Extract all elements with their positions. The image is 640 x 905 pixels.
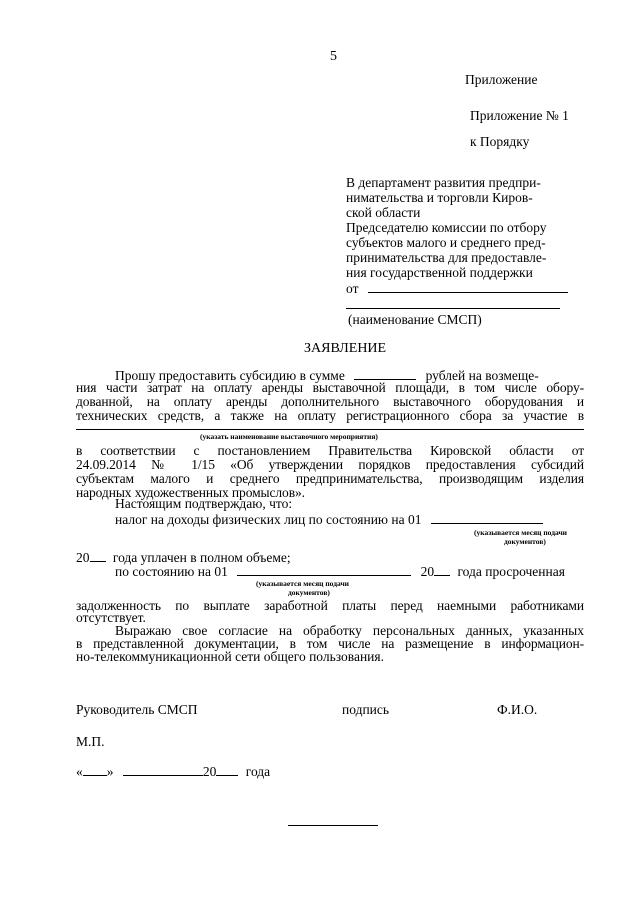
state-suffix: года просроченная bbox=[457, 564, 565, 579]
body-line: ния части затрат на оплату аренды выставочной площади, в том числе обору- bbox=[76, 380, 584, 395]
tax-month-caption-2: документов) bbox=[504, 537, 546, 546]
tax-month-caption: (указывается месяц подачи bbox=[474, 528, 568, 537]
consent-line: Выражаю свое согласие на обработку персональных данных, указанных bbox=[115, 623, 584, 638]
addressee-from-row bbox=[346, 280, 580, 296]
subsidy-amount-field[interactable] bbox=[354, 367, 416, 380]
applicant-name-line[interactable] bbox=[346, 308, 560, 309]
page-number: 5 bbox=[330, 49, 337, 64]
footer-divider bbox=[288, 825, 378, 826]
appendix-number: Приложение № 1 bbox=[470, 108, 569, 123]
signature-label: подпись bbox=[342, 702, 390, 717]
state-year: 20 bbox=[420, 564, 435, 579]
date-month-field[interactable] bbox=[123, 763, 203, 776]
addressee-line: Председателю комиссии по отбору bbox=[346, 220, 547, 235]
tax-month-field[interactable] bbox=[431, 511, 543, 524]
date-year-field[interactable] bbox=[216, 763, 238, 776]
debt-line: задолженность по выплате заработной платы перед наемными работниками bbox=[76, 598, 584, 613]
addressee-line: ния государственной поддержки bbox=[346, 265, 533, 280]
subsidy-prefix: Прошу предоставить субсидию в сумме bbox=[115, 368, 345, 383]
body-line: народных художественных промыслов». bbox=[76, 485, 305, 500]
state-row bbox=[115, 563, 565, 579]
appendix-label: Приложение bbox=[465, 72, 538, 87]
state-month-caption-2: документов) bbox=[288, 588, 330, 597]
date-day-field[interactable] bbox=[83, 763, 107, 776]
body-line: 24.09.2014 № 1/15 «Об утверждении порядков предоставления субсидий bbox=[76, 457, 584, 472]
fio-label: Ф.И.О. bbox=[497, 702, 538, 717]
to-order-label: к Порядку bbox=[470, 134, 530, 149]
addressee-line: субъектов малого и среднего пред- bbox=[346, 235, 546, 250]
tax-row bbox=[115, 511, 543, 527]
body-line: субъектам малого и среднего предпринимательства, производящим изделия bbox=[76, 471, 584, 486]
state-prefix: по состоянию на 01 bbox=[115, 564, 228, 579]
state-year-field[interactable] bbox=[434, 563, 450, 576]
date-year-prefix: 20 bbox=[202, 764, 217, 779]
addressee-block bbox=[346, 175, 580, 296]
confirm-text: Настоящим подтверждаю, что: bbox=[115, 496, 293, 511]
tax-prefix: налог на доходы физических лиц по состоянию на 01 bbox=[115, 512, 422, 527]
year-paid-suffix: года уплачен в полном объеме; bbox=[112, 550, 291, 565]
debt-line-end: отсутствует. bbox=[76, 610, 146, 625]
body-line: дованной, на оплату аренды дополнительного выставочного оборудования и bbox=[76, 394, 584, 409]
state-month-field[interactable] bbox=[237, 563, 411, 576]
subsidy-suffix: рублей на возмеще- bbox=[425, 368, 539, 383]
from-name-field[interactable] bbox=[368, 280, 568, 293]
stamp-label: М.П. bbox=[76, 734, 105, 749]
head-label: Руководитель СМСП bbox=[76, 702, 198, 717]
date-close-quote: » bbox=[106, 764, 114, 779]
state-month-caption: (указывается месяц подачи bbox=[256, 579, 350, 588]
from-label: от bbox=[346, 281, 359, 296]
year-paid-field[interactable] bbox=[90, 549, 106, 562]
addressee-line: В департамент развития предпри- bbox=[346, 175, 541, 190]
event-name-line[interactable] bbox=[76, 429, 584, 430]
date-suffix: года bbox=[245, 764, 271, 779]
consent-line: в представленной документации, в том числе на размещение в информацион- bbox=[76, 636, 584, 651]
addressee-line: ской области bbox=[346, 205, 421, 220]
body-line: в соответствии с постановлением Правительства Кировской области от bbox=[76, 443, 584, 458]
consent-line: но-телекоммуникационной сети общего пользования. bbox=[76, 649, 384, 664]
applicant-name-caption: (наименование СМСП) bbox=[348, 312, 482, 327]
date-open-quote: « bbox=[76, 764, 83, 779]
addressee-line: нимательства и торговли Киров- bbox=[346, 190, 533, 205]
date-row bbox=[76, 763, 270, 779]
event-name-caption: (указать наименование выставочного мероприятия) bbox=[200, 432, 378, 441]
addressee-line: принимательства для предоставле- bbox=[346, 250, 547, 265]
body-line: технических средств, а также на оплату регистрационного сбора за участие в bbox=[76, 408, 584, 423]
document-title: ЗАЯВЛЕНИЕ bbox=[304, 341, 387, 356]
year-prefix: 20 bbox=[76, 550, 90, 565]
